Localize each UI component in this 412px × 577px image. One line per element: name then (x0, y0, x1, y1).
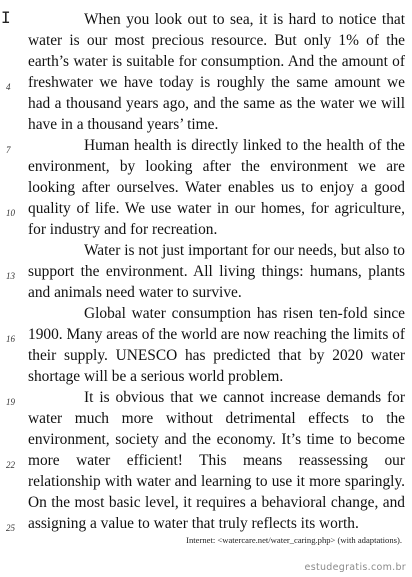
paragraph: Global water consumption has risen ten-fold since 1900. Many areas of the world are now reaching the limits of their supply. UNESCO has predicted that by 2020 water shortage will be a serious world problem. (28, 305, 405, 385)
line-number: 16 (6, 334, 15, 344)
line-number: 10 (6, 208, 15, 218)
line-number: 4 (6, 82, 11, 92)
site-watermark: estudegratis.com.br (304, 562, 406, 573)
paragraph: Human health is directly linked to the health of the environment, by looking after the environment we are looking after ourselves. Water enables us to enjoy a good quality of life. We use water in our homes, for agriculture, for industry and for recreation. (28, 137, 405, 238)
paragraph: Water is not just important for our needs, but also to support the environment. All living things: humans, plants and animals need water to survive. (28, 242, 405, 301)
paragraph: When you look out to sea, it is hard to notice that water is our most precious resource. But only 1% of the earth’s water is suitable for consumption. And the amount of freshwater we have today is roughly the same amount we had a thousand years ago, and the same as the water we will have in a thousand years’ time. (28, 11, 405, 133)
line-number: 25 (6, 523, 15, 533)
line-number: 22 (6, 460, 15, 470)
text-cursor-icon: I (1, 8, 11, 27)
source-citation: Internet: <watercare.net/water_caring.php> (with adaptations). (186, 535, 402, 545)
line-number: 19 (6, 397, 15, 407)
paragraph: It is obvious that we cannot increase demands for water much more without detrimental effects to the environment, society and the economy. It’s time to become more water efficient! This means reassessing our relationship with water and learning to use it more sparingly. On the most basic level, it requires a behavioral change, and assigning a value to water that truly reflects its worth. (28, 389, 405, 532)
line-number: 13 (6, 271, 15, 281)
reading-passage (28, 9, 405, 534)
line-number: 7 (6, 145, 11, 155)
